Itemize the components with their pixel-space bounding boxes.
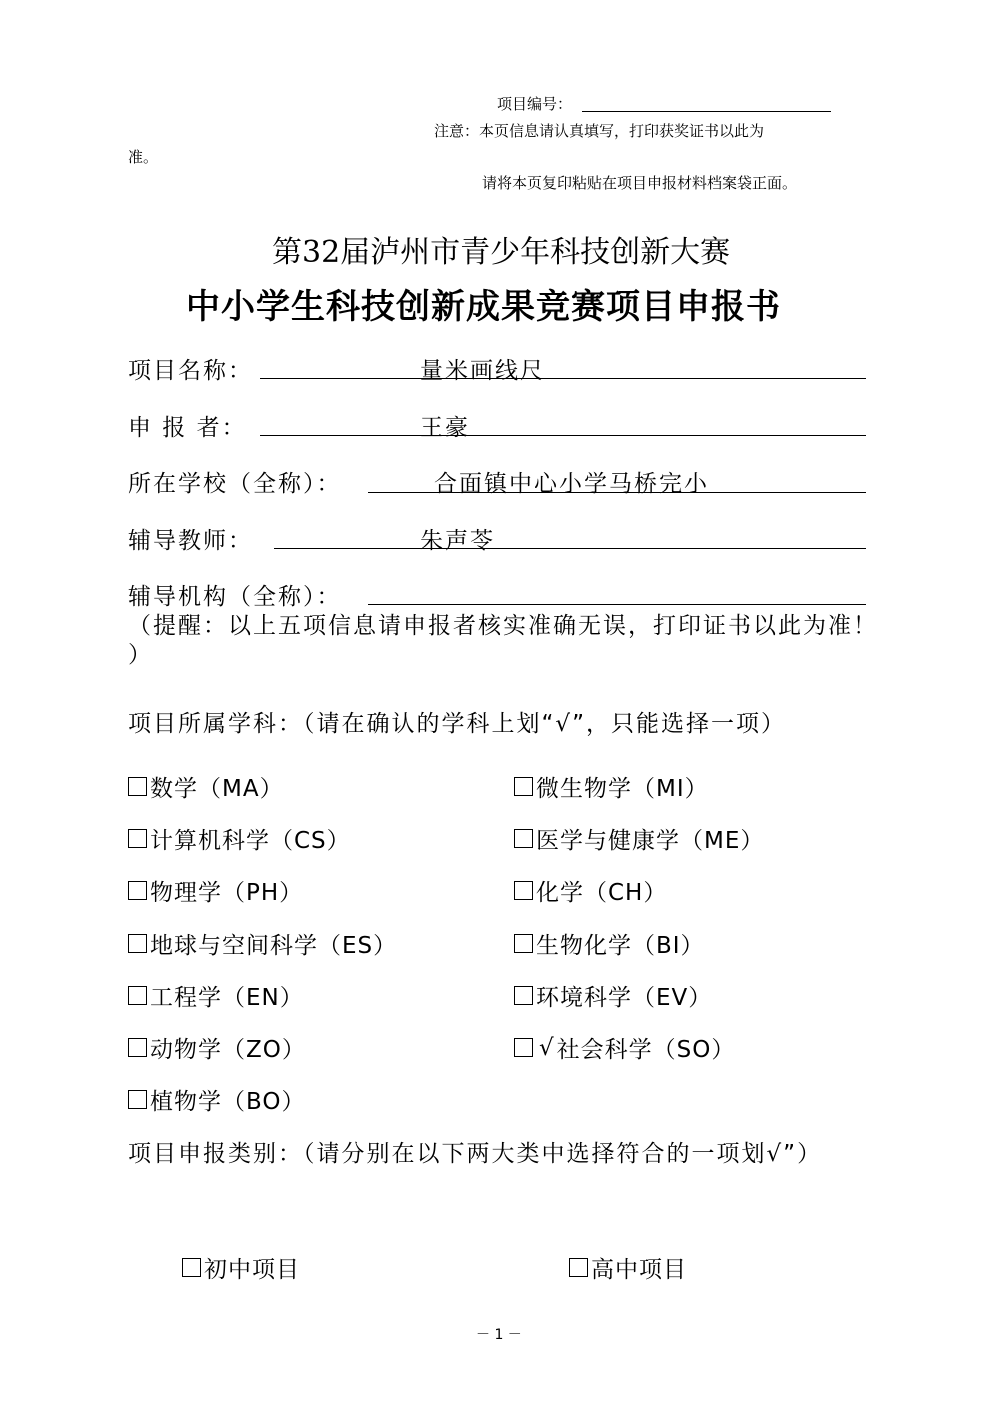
project-name-field[interactable] [260,378,866,379]
subject-option[interactable]: 环境科学（EV） [514,979,712,1012]
checkbox[interactable] [514,829,533,848]
teacher-field[interactable] [274,548,866,549]
checkbox[interactable] [128,777,147,796]
project-number-input[interactable] [582,111,831,112]
subject-option[interactable]: 地球与空间科学（ES） [128,927,397,960]
document-title: 中小学生科技创新成果竞赛项目申报书 [186,287,781,327]
check-mark-icon: √ [539,1034,555,1061]
checkbox[interactable] [514,777,533,796]
subject-option[interactable]: 物理学（PH） [128,874,303,907]
subject-option[interactable]: 计算机科学（CS） [128,822,351,855]
category-heading: 项目申报类别：（请分别在以下两大类中选择符合的一项划√”） [128,1141,823,1167]
note-line-3: 请将本页复印粘贴在项目申报材料档案袋正面。 [482,174,798,192]
school-label: 所在学校（全称）： [128,471,342,497]
subject-option[interactable]: 植物学（BO） [128,1083,305,1116]
checkbox[interactable] [514,881,533,900]
checkbox[interactable] [128,986,147,1005]
checkbox[interactable] [128,1038,147,1057]
project-name-value: 量米画线尺 [420,358,545,384]
checkbox[interactable] [514,934,533,953]
page-number: － 1 － [476,1327,522,1343]
note-line-2: 准。 [128,148,159,166]
checkbox[interactable] [128,829,147,848]
subject-option[interactable]: 医学与健康学（ME） [514,822,764,855]
subject-option[interactable]: 微生物学（MI） [514,770,709,803]
reminder-line-2: ） [128,642,153,668]
applicant-label: 申 报 者： [128,415,247,441]
checkbox[interactable] [128,1090,147,1109]
category-option-senior[interactable]: 高中项目 [569,1251,687,1284]
project-number-label: 项目编号： [497,95,573,113]
institution-label: 辅导机构（全称）： [128,584,342,610]
subject-option[interactable]: 化学（CH） [514,874,667,907]
applicant-field[interactable] [260,435,866,436]
project-name-label: 项目名称： [128,358,253,384]
checkbox[interactable] [128,934,147,953]
teacher-label: 辅导教师： [128,528,253,554]
subject-option[interactable]: 工程学（EN） [128,979,304,1012]
teacher-value: 朱声苓 [420,528,495,554]
school-value: 合面镇中心小学马桥完小 [434,471,709,497]
subject-option[interactable]: 数学（MA） [128,770,284,803]
institution-field[interactable] [368,604,866,605]
applicant-value: 王豪 [420,415,470,441]
subject-option[interactable]: 动物学（ZO） [128,1031,306,1064]
competition-title: 第32届泸州市青少年科技创新大赛 [272,235,731,270]
note-line-1: 注意：本页信息请认真填写，打印获奖证书以此为 [434,122,765,140]
checkbox[interactable] [514,986,533,1005]
checkbox[interactable] [128,881,147,900]
checkbox[interactable] [182,1258,201,1277]
subject-option[interactable]: 生物化学（BI） [514,927,705,960]
checkbox[interactable] [569,1258,588,1277]
subject-option-selected[interactable]: √ 社会科学（SO） [514,1031,735,1064]
reminder-line-1: （提醒：以上五项信息请申报者核实准确无误，打印证书以此为准！ [128,613,878,639]
subject-heading: 项目所属学科：（请在确认的学科上划“√”，只能选择一项） [128,711,786,737]
checkbox[interactable] [514,1038,533,1057]
category-option-junior[interactable]: 初中项目 [182,1251,300,1284]
